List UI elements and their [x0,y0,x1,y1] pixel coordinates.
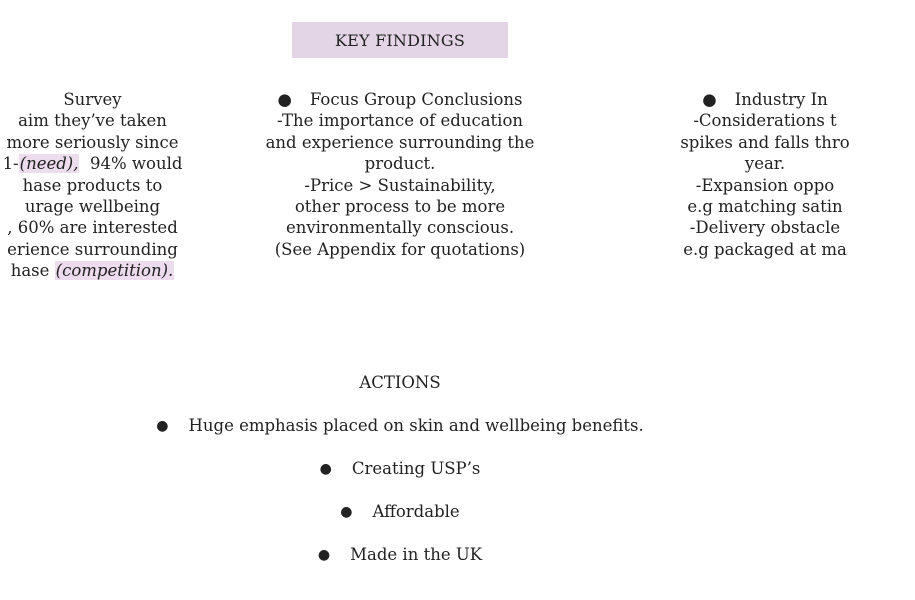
focus-group-line: -Price > Sustainability, [304,175,496,195]
industry-line: -Considerations t [693,111,837,131]
industry-line: e.g packaged at ma [683,239,847,259]
survey-line: , 60% are interested [7,218,178,238]
survey-line: more seriously since [6,132,179,152]
survey-line [0,153,235,174]
action-text: Huge emphasis placed on skin and wellbeing benefits. [188,416,644,435]
bullet-icon: ● [317,547,331,563]
focus-group-column [250,89,550,260]
action-item [0,416,800,435]
industry-line: -Delivery obstacle [689,218,841,238]
industry-heading-row [615,89,915,110]
bullet-icon: ● [277,90,292,109]
survey-column [0,89,235,282]
survey-text: 94% would [79,154,183,174]
action-item [0,502,800,521]
key-findings-title [292,22,508,58]
focus-group-heading: Focus Group Conclusions [309,90,523,109]
industry-column [615,89,915,260]
action-text: Affordable [372,502,460,521]
action-item [0,545,800,564]
focus-group-line: -The importance of education [276,111,524,131]
bullet-icon: ● [340,504,353,520]
industry-line: e.g matching satin [687,197,843,217]
focus-group-line: other process to be more [294,197,506,217]
focus-group-line: (See Appendix for quotations) [274,239,526,259]
survey-heading: Survey [63,90,122,109]
action-item [0,459,800,478]
focus-group-line: product. [364,154,436,174]
survey-text: hase [10,261,55,281]
survey-line: urage wellbeing [24,197,161,217]
action-text: Made in the UK [350,545,483,564]
bullet-icon: ● [156,418,169,434]
survey-line: hase products to [22,175,163,195]
actions-title: ACTIONS [359,373,441,392]
industry-line: year. [744,154,786,174]
survey-text: 1- [2,154,19,174]
need-highlight: (need), [19,154,79,174]
focus-group-line: environmentally conscious. [285,218,515,238]
industry-line: spikes and falls thro [680,132,850,152]
action-text: Creating USP’s [351,459,481,478]
survey-line [0,260,235,281]
key-findings-title-text: KEY FINDINGS [335,30,465,50]
competition-highlight: (competition). [55,261,174,281]
industry-heading: Industry In [734,90,828,109]
survey-line: erience surrounding [7,239,178,259]
focus-group-line: and experience surrounding the [265,132,535,152]
focus-group-heading-row [250,89,550,110]
survey-line: aim they’ve taken [18,111,167,131]
industry-line: -Expansion oppo [695,175,835,195]
bullet-icon: ● [702,90,717,109]
bullet-icon: ● [319,461,332,477]
